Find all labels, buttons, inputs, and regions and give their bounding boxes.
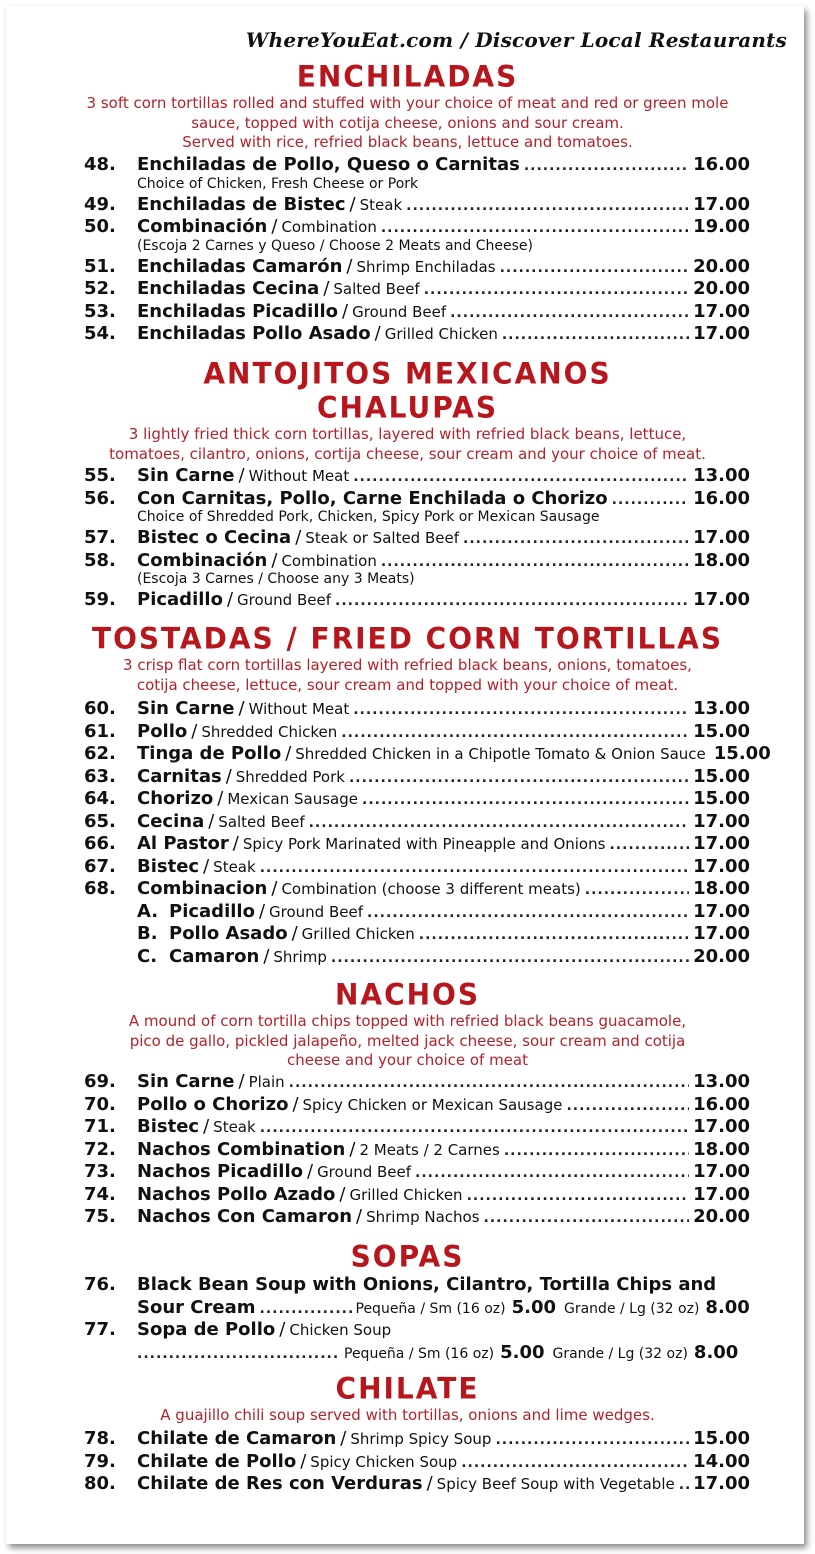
item-translation: Ground Beef — [237, 591, 332, 609]
slash-separator: / — [292, 1093, 299, 1115]
item-translation: Ground Beef — [352, 302, 447, 321]
item-translation: Shredded Pork — [235, 767, 345, 786]
menu-item — [84, 743, 771, 766]
item-letter: B. — [137, 923, 158, 944]
menu-subitem — [84, 901, 750, 924]
dot-leader — [609, 837, 689, 853]
menu-subitem — [84, 923, 750, 946]
item-number: 64. — [84, 788, 116, 809]
menu-item — [84, 1451, 750, 1474]
item-name: Sin Carne — [137, 698, 235, 719]
item-translation: Salted Beef — [333, 280, 420, 298]
item-price: 17.00 — [693, 589, 750, 610]
item-price: 15.00 — [693, 765, 750, 787]
slash-separator: / — [232, 833, 239, 854]
item-name: Pollo o Chorizo — [137, 1093, 289, 1115]
item-number: 68. — [84, 878, 116, 899]
slash-separator: / — [339, 1183, 346, 1205]
dot-leader — [504, 1143, 689, 1159]
item-price: 13.00 — [693, 465, 750, 486]
item-price: 17.00 — [693, 810, 750, 832]
menu-item — [84, 278, 750, 301]
item-letter: A. — [137, 900, 159, 922]
dot-leader — [524, 158, 689, 174]
dot-leader — [566, 1098, 689, 1114]
item-number: 57. — [84, 527, 116, 548]
dot-leader — [349, 770, 689, 786]
menu-item — [84, 154, 750, 193]
section-chilate — [0, 1372, 815, 1426]
menu-item — [84, 788, 750, 811]
slash-separator: / — [306, 1161, 314, 1182]
dot-leader — [260, 860, 689, 876]
item-translation: Plain — [248, 1073, 285, 1091]
menu-item — [84, 878, 750, 901]
item-translation: Shrimp Spicy Soup — [350, 1430, 492, 1448]
item-name: Chilate de Res con Verduras — [137, 1473, 423, 1494]
item-name: Al Pastor — [137, 833, 229, 854]
menu-item — [84, 301, 750, 324]
menu-item — [84, 1071, 750, 1094]
section-enchiladas — [0, 60, 815, 153]
slash-separator: / — [203, 855, 210, 877]
menu-item — [84, 1116, 750, 1139]
size-small-price: 5.00 — [500, 1341, 545, 1363]
dot-leader — [467, 1188, 690, 1204]
dot-leader — [495, 1432, 689, 1448]
nachos-items — [84, 1071, 750, 1229]
item-price: 17.00 — [693, 193, 750, 215]
section-description: 3 lightly fried thick corn tortillas, layered with refried black beans, lettuce, tomatoes, cilantro, onions, cortija cheese, sour cream and your choice of meat. — [109, 425, 706, 463]
item-price: 16.00 — [693, 487, 750, 509]
slash-separator: / — [356, 1206, 363, 1227]
item-number: 66. — [84, 833, 116, 854]
item-translation: Grilled Chicken — [384, 325, 498, 343]
menu-item — [84, 488, 750, 527]
slash-separator: / — [258, 900, 266, 922]
menu-item — [84, 698, 750, 721]
item-price: 17.00 — [693, 833, 750, 854]
item-detail: Choice of Shredded Pork, Chicken, Spicy Pork or Mexican Sausage — [137, 509, 600, 525]
item-number: 67. — [84, 855, 116, 877]
menu-item — [84, 465, 750, 488]
item-name: Picadillo — [169, 900, 255, 922]
slash-separator: / — [340, 1428, 347, 1449]
menu-item: 77. Sopa de Pollo / Chicken Soup ..... Pequeña / Sm (16 oz) 5.00 Grande / Lg (32 oz) 8.00 — [84, 1319, 750, 1364]
item-number: 50. — [84, 216, 116, 237]
item-name: Chorizo — [137, 788, 214, 809]
item-name: Bistec — [137, 1116, 200, 1137]
item-translation: Ground Beef — [269, 902, 364, 921]
item-price: 17.00 — [693, 923, 750, 944]
item-price: 17.00 — [693, 300, 750, 322]
item-name: Chilate de Pollo — [137, 1450, 297, 1472]
item-price: 18.00 — [693, 878, 750, 899]
item-detail: (Escoja 3 Carnes / Choose any 3 Meats) — [137, 571, 415, 587]
menu-item — [84, 589, 750, 612]
item-number: 78. — [84, 1428, 116, 1449]
section-title: CHILATE — [335, 1371, 480, 1406]
size-small-label: Pequeña / Sm (16 oz) — [344, 1345, 495, 1362]
section-title: SOPAS — [350, 1239, 465, 1274]
menu-subitem — [84, 946, 750, 969]
item-name: Tinga de Pollo — [137, 743, 282, 764]
item-number: 69. — [84, 1071, 116, 1092]
slash-separator: / — [225, 765, 232, 787]
dot-leader — [424, 282, 689, 298]
slash-separator: / — [300, 1450, 307, 1472]
item-number: 60. — [84, 698, 116, 719]
item-translation: Steak or Salted Beef — [305, 529, 459, 547]
menu-item — [84, 1094, 750, 1117]
item-price: 20.00 — [693, 945, 750, 967]
section-sopas — [0, 1240, 815, 1274]
item-name: Combinación — [137, 216, 268, 237]
dot-leader — [341, 725, 689, 741]
section-antojitos — [0, 357, 815, 464]
item-translation: Shredded Chicken — [201, 722, 338, 741]
item-translation: Shrimp Enchiladas — [356, 257, 496, 276]
item-price: 16.00 — [693, 154, 750, 175]
item-number: 79. — [84, 1450, 116, 1472]
item-translation: Chicken Soup — [289, 1321, 392, 1339]
slash-separator: / — [238, 1071, 245, 1092]
item-price: 18.00 — [693, 1138, 750, 1160]
item-price: 17.00 — [693, 323, 750, 344]
item-number: 70. — [84, 1093, 116, 1115]
item-number: 61. — [84, 720, 116, 742]
item-translation: Steak — [213, 1118, 256, 1136]
chalupas-items — [84, 465, 750, 612]
slash-separator: / — [349, 1138, 356, 1160]
item-name: Carnitas — [137, 765, 222, 787]
dot-leader — [502, 327, 689, 343]
item-number: 74. — [84, 1183, 116, 1205]
dot-leader — [585, 882, 689, 898]
item-letter: C. — [137, 945, 158, 967]
item-translation: Mexican Sausage — [227, 790, 359, 808]
item-name: Enchiladas Camarón — [137, 255, 343, 277]
slash-separator: / — [191, 720, 198, 742]
item-translation: Shredded Chicken in a Chipotle Tomato & Onion Sauce — [295, 745, 706, 763]
item-price: 20.00 — [693, 1206, 750, 1227]
item-number: 59. — [84, 589, 116, 610]
item-translation: Spicy Chicken Soup — [310, 1452, 458, 1471]
sopas-items — [84, 1274, 750, 1364]
dot-leader — [381, 220, 689, 236]
item-price: 13.00 — [693, 1071, 750, 1092]
section-description: 3 soft corn tortillas rolled and stuffed with your choice of meat and red or green mole sauce, topped with cotija cheese, onions and sour cream. Served with rice, refried black beans, lettuce and tomatoes. — [86, 94, 729, 151]
item-price: 15.00 — [693, 720, 750, 742]
tostadas-items — [84, 698, 771, 968]
item-name: Sopa de Pollo — [137, 1319, 276, 1340]
dot-leader — [406, 198, 689, 214]
dot-leader — [415, 1165, 689, 1181]
item-name: Pollo — [137, 720, 188, 742]
item-translation: Shrimp — [273, 947, 327, 966]
dot-leader — [137, 1346, 340, 1362]
slash-separator: / — [271, 878, 278, 899]
section-title: TOSTADAS / FRIED CORN TORTILLAS — [91, 621, 724, 656]
dot-leader — [353, 702, 689, 718]
section-title: ANTOJITOS MEXICANOS — [203, 356, 612, 391]
section-description: 3 crisp flat corn tortillas layered with refried black beans, onions, tomatoes, cotija cheese, lettuce, sour cream and topped with your choice of meat. — [123, 656, 692, 694]
item-name: Nachos Combination — [137, 1138, 346, 1160]
slash-separator: / — [238, 698, 245, 719]
section-description: A mound of corn tortilla chips topped with refried black beans guacamole, pico de gallo, pickled jalapeño, melted jack cheese, sour cream and cotija cheese and your choice of meat — [128, 1012, 687, 1069]
item-number: 75. — [84, 1206, 116, 1227]
dot-leader — [679, 1477, 689, 1493]
size-large-label: Grande / Lg (32 oz) — [564, 1300, 700, 1317]
size-large-price: 8.00 — [693, 1341, 739, 1363]
menu-item — [84, 766, 750, 789]
item-number: 48. — [84, 154, 116, 175]
dot-leader — [484, 1210, 690, 1226]
slash-separator: / — [271, 216, 278, 237]
dot-leader — [450, 305, 689, 321]
menu-item — [84, 1274, 750, 1319]
item-number: 80. — [84, 1473, 116, 1494]
item-number: 77. — [84, 1319, 116, 1340]
menu-item — [84, 1139, 750, 1162]
slash-separator: / — [238, 465, 245, 486]
item-name: Enchiladas Cecina — [137, 278, 320, 299]
item-detail: (Escoja 2 Carnes y Queso / Choose 2 Meats and Cheese) — [137, 237, 533, 254]
item-name: Sin Carne — [137, 1071, 235, 1092]
item-name-cont: Sour Cream — [137, 1296, 256, 1318]
slash-separator: / — [208, 810, 215, 832]
dot-leader — [331, 950, 689, 966]
item-number: 49. — [84, 193, 116, 215]
menu-item — [84, 256, 750, 279]
item-translation: Shrimp Nachos — [366, 1208, 480, 1226]
slash-separator: / — [295, 527, 302, 548]
section-description: A guajillo chili soup served with tortillas, onions and lime wedges. — [160, 1406, 655, 1424]
item-translation: Steak — [359, 195, 403, 214]
dot-leader — [419, 927, 689, 943]
menu-item — [84, 550, 750, 589]
dot-leader — [289, 1075, 689, 1091]
menu-item — [84, 1428, 750, 1451]
item-translation: Ground Beef — [317, 1163, 412, 1181]
item-price: 15.00 — [693, 788, 750, 809]
dot-leader — [367, 905, 689, 921]
item-translation: Without Meat — [248, 467, 350, 485]
menu-item — [84, 1206, 750, 1229]
dot-leader — [612, 492, 689, 508]
section-tostadas — [0, 622, 815, 695]
slash-separator: / — [263, 945, 270, 967]
menu-item — [84, 833, 750, 856]
item-price: 20.00 — [693, 255, 750, 277]
item-translation: Combination — [281, 218, 377, 236]
menu-item — [84, 1473, 750, 1496]
slash-separator: / — [285, 743, 292, 764]
item-name: Enchiladas Picadillo — [137, 300, 339, 322]
chilate-items — [84, 1428, 750, 1496]
item-number: 51. — [84, 255, 116, 277]
item-number: 73. — [84, 1161, 116, 1182]
section-title: NACHOS — [334, 977, 481, 1012]
size-small-label: Pequeña / Sm (16 oz) — [355, 1300, 506, 1317]
item-translation: Salted Beef — [218, 812, 305, 831]
menu-item — [84, 194, 750, 217]
item-name: Enchiladas de Pollo, Queso o Carnitas — [137, 154, 520, 175]
item-number: 65. — [84, 810, 116, 832]
menu-item — [84, 721, 750, 744]
item-name: Enchiladas de Bistec — [137, 193, 346, 215]
item-name: Combinación — [137, 549, 268, 571]
item-name: Sin Carne — [137, 465, 235, 486]
menu-item — [84, 527, 750, 550]
item-number: 52. — [84, 278, 116, 299]
item-price: 15.00 — [713, 743, 771, 764]
slash-separator: / — [426, 1473, 433, 1494]
size-large-label: Grande / Lg (32 oz) — [552, 1345, 688, 1362]
item-name: Cecina — [137, 810, 205, 832]
item-name: Con Carnitas, Pollo, Carne Enchilada o Chorizo — [137, 487, 608, 509]
item-price: 17.00 — [693, 1116, 750, 1137]
item-name: Nachos Pollo Azado — [137, 1183, 336, 1205]
item-translation: Spicy Pork Marinated with Pineapple and Onions — [242, 835, 606, 853]
item-number: 55. — [84, 465, 116, 486]
item-price: 13.00 — [693, 698, 750, 719]
dot-leader — [500, 260, 690, 276]
menu-item — [84, 856, 750, 879]
slash-separator: / — [203, 1116, 210, 1137]
item-translation: Combination (choose 3 different meats) — [281, 880, 581, 898]
item-number: 54. — [84, 323, 116, 344]
item-name: Combinacion — [137, 878, 268, 899]
item-name: Picadillo — [137, 589, 223, 610]
item-name: Nachos Picadillo — [137, 1161, 303, 1182]
slash-separator: / — [226, 589, 234, 610]
dot-leader — [309, 815, 689, 831]
menu-item — [84, 811, 750, 834]
item-price: 17.00 — [693, 527, 750, 548]
item-number: 71. — [84, 1116, 116, 1137]
item-detail: Choice of Chicken, Fresh Cheese or Pork — [137, 175, 419, 192]
site-brand: WhereYouEat.com / Discover Local Restaurants — [245, 28, 787, 52]
dot-leader — [362, 792, 689, 808]
section-title: ENCHILADAS — [296, 59, 519, 94]
item-name: Nachos Con Camaron — [137, 1206, 353, 1227]
dot-leader — [381, 554, 689, 570]
item-price: 16.00 — [693, 1093, 750, 1115]
enchiladas-items — [84, 154, 750, 346]
dot-leader — [353, 469, 689, 485]
item-translation: Grilled Chicken — [301, 925, 415, 943]
item-price: 17.00 — [693, 1473, 750, 1494]
item-translation: Combination — [281, 551, 377, 570]
item-translation: Spicy Beef Soup with Vegetable — [436, 1475, 675, 1493]
menu-item — [84, 323, 750, 346]
item-price: 15.00 — [693, 1428, 750, 1449]
item-number: 63. — [84, 765, 116, 787]
item-number: 58. — [84, 549, 116, 571]
item-name: Black Bean Soup with Onions, Cilantro, Tortilla Chips and — [137, 1274, 717, 1295]
item-name: Enchiladas Pollo Asado — [137, 323, 371, 344]
item-number: 62. — [84, 743, 116, 764]
menu-item — [84, 216, 750, 255]
item-price: 19.00 — [693, 216, 750, 237]
item-price: 17.00 — [693, 1161, 750, 1182]
menu-item — [84, 1184, 750, 1207]
dot-leader — [260, 1120, 689, 1136]
slash-separator: / — [323, 278, 330, 299]
slash-separator: / — [291, 923, 298, 944]
dot-leader — [335, 593, 689, 609]
item-name: Bistec — [137, 855, 200, 877]
item-price: 17.00 — [693, 900, 750, 922]
slash-separator: / — [349, 193, 356, 215]
dot-leader — [461, 1455, 689, 1471]
dot-leader — [463, 531, 689, 547]
item-translation: Steak — [213, 857, 256, 876]
menu-item — [84, 1161, 750, 1184]
size-small-price: 5.00 — [511, 1296, 556, 1318]
item-name: Chilate de Camaron — [137, 1428, 337, 1449]
item-translation: Grilled Chicken — [349, 1185, 463, 1204]
item-price: 14.00 — [693, 1450, 750, 1472]
section-subtitle: CHALUPAS — [316, 390, 499, 425]
item-price: 17.00 — [693, 1183, 750, 1205]
item-number: 76. — [84, 1274, 116, 1295]
item-price: 18.00 — [693, 549, 750, 571]
item-translation: 2 Meats / 2 Carnes — [359, 1140, 500, 1159]
slash-separator: / — [217, 788, 224, 809]
item-translation: Without Meat — [248, 700, 350, 718]
item-price: 17.00 — [693, 855, 750, 877]
slash-separator: / — [346, 255, 353, 277]
slash-separator: / — [342, 300, 349, 322]
item-name: Pollo Asado — [169, 923, 288, 944]
item-number: 56. — [84, 487, 116, 509]
item-name: Bistec o Cecina — [137, 527, 292, 548]
dot-leader — [260, 1301, 352, 1317]
item-price: 20.00 — [693, 278, 750, 299]
item-number: 53. — [84, 300, 116, 322]
section-nachos — [0, 978, 815, 1071]
slash-separator: / — [374, 323, 381, 344]
size-large-price: 8.00 — [705, 1296, 750, 1318]
item-name: Camaron — [169, 945, 260, 967]
item-number: 72. — [84, 1138, 116, 1160]
slash-separator: / — [271, 549, 278, 571]
item-translation: Spicy Chicken or Mexican Sausage — [302, 1095, 563, 1114]
